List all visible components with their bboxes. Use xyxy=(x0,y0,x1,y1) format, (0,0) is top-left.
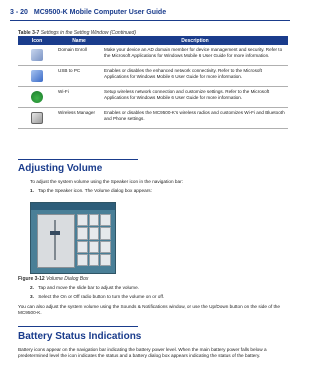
column-header-description: Description xyxy=(102,36,288,45)
step-text: Tap the Speaker icon. The Volume dialog box appears: xyxy=(38,188,152,193)
page-header xyxy=(10,9,166,16)
table-row xyxy=(18,45,288,66)
section-divider xyxy=(18,159,138,160)
volume-slider-track xyxy=(54,220,56,260)
step-text: Select the On or Off radio button to turn the volume on or off. xyxy=(38,294,165,299)
table-caption-label: Table 3-7 xyxy=(18,30,40,36)
volume-step-2 xyxy=(30,285,282,291)
volume-note: You can also adjust the system volume using the Sounds & Notifications window, or use the Up/Down button on the side of the MC9500-K. xyxy=(18,304,280,315)
step-number: 2. xyxy=(30,285,34,290)
domain-enroll-icon xyxy=(31,49,43,61)
volume-dialog-screenshot xyxy=(30,202,116,274)
figure-caption-text: Volume Dialog Box xyxy=(46,276,89,282)
volume-dialog-box xyxy=(37,214,75,268)
step-number: 1. xyxy=(30,188,34,193)
volume-slider-knob xyxy=(50,231,60,235)
row-description: Setup wireless network connection and customize settings. Refer to the Microsoft Applications for Windows Mobile 6 User Guide for more information. xyxy=(102,87,288,108)
document-title: MC9500-K Mobile Computer User Guide xyxy=(33,9,167,16)
device-title-bar xyxy=(31,203,115,210)
table-row xyxy=(18,87,288,108)
battery-text: Battery icons appear on the navigation bar indicating the battery power level. When the main battery power falls below a predetermined level the icon indicates the status and a battery dialog box appears indicating the status of the battery. xyxy=(18,347,267,358)
device-keypad xyxy=(77,214,111,266)
row-description: Enables or disables the MC9500-K's wireless radios and customizes Wi-Fi and Bluetooth and Phone settings. xyxy=(102,108,288,129)
section-title-adjusting-volume: Adjusting Volume xyxy=(18,163,103,174)
section-title-battery-status: Battery Status Indications xyxy=(18,331,142,342)
wifi-icon xyxy=(31,91,43,103)
section-divider xyxy=(18,326,138,327)
volume-intro: To adjust the system volume using the Speaker icon in the navigation bar: xyxy=(30,179,183,184)
row-name: Domain Enroll xyxy=(56,45,102,66)
row-description: Enables or disables the enhanced network connectivity. Refer to the Microsoft Applications for Windows Mobile 6 User Guide for more information. xyxy=(102,66,288,87)
step-text: Tap and move the slide bar to adjust the volume. xyxy=(38,285,139,290)
volume-step-3 xyxy=(30,294,282,300)
step-number: 3. xyxy=(30,294,34,299)
settings-table xyxy=(18,36,288,129)
table-caption-text: Settings in the Setting Window (Continued) xyxy=(40,30,136,36)
column-header-name: Name xyxy=(56,36,102,45)
wireless-manager-icon xyxy=(31,112,43,124)
page-number: 3 - 20 xyxy=(10,9,28,16)
table-row xyxy=(18,66,288,87)
volume-step-1 xyxy=(30,188,282,194)
column-header-icon: Icon xyxy=(18,36,56,45)
row-name: USB to PC xyxy=(56,66,102,87)
row-description: Make your device an AD domain member for device management and security. Refer to the Microsoft Applications for Windows Mobile 6 User Guide for more information. xyxy=(102,45,288,66)
table-row xyxy=(18,108,288,129)
usb-to-pc-icon xyxy=(31,70,43,82)
header-divider xyxy=(10,20,290,21)
figure-label: Figure 3-12 xyxy=(18,276,45,282)
row-name: Wireless Manager xyxy=(56,108,102,129)
row-name: Wi-Fi xyxy=(56,87,102,108)
figure-caption xyxy=(18,276,88,282)
